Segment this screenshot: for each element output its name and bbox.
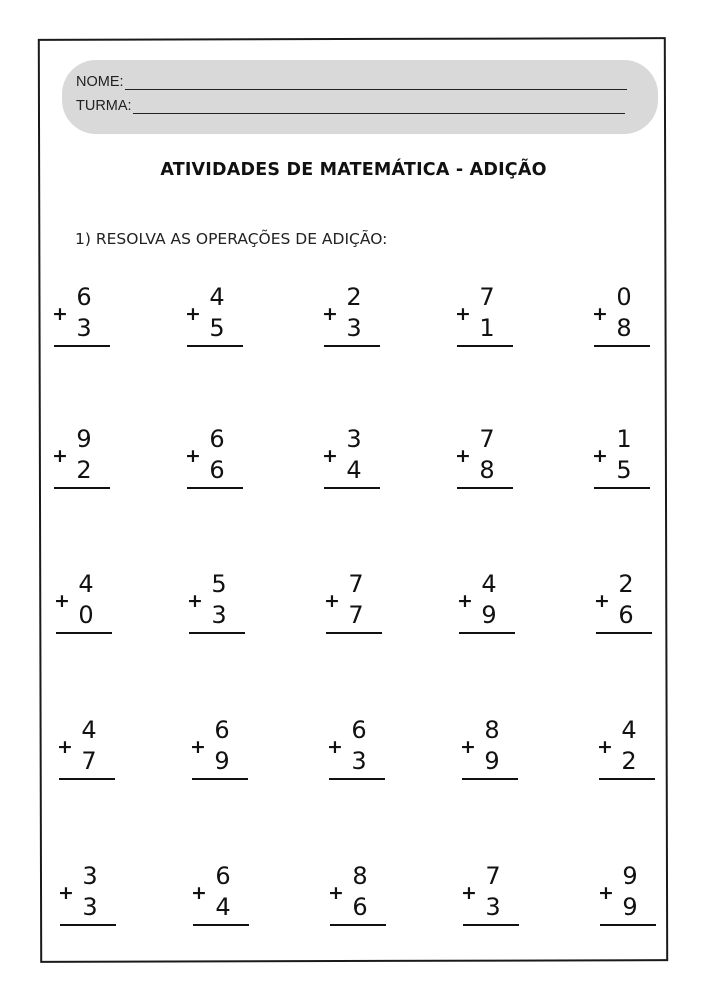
- addition-problem: [322, 285, 392, 360]
- addition-problem: [592, 285, 662, 360]
- plus-sign: +: [322, 445, 338, 467]
- addition-problem: [187, 572, 257, 647]
- student-info-box: [62, 60, 658, 134]
- page-title: ATIVIDADES DE MATEMÁTICA - ADIÇÃO: [160, 160, 547, 180]
- addition-problem: [324, 572, 394, 647]
- addend-top: 3: [346, 425, 362, 453]
- plus-sign: +: [57, 736, 73, 758]
- addend-bottom: 3: [351, 747, 367, 775]
- answer-line[interactable]: [329, 778, 385, 780]
- plus-sign: +: [54, 590, 70, 612]
- addend-top: 4: [621, 716, 637, 744]
- name-blank-line[interactable]: [125, 76, 627, 90]
- answer-line[interactable]: [594, 345, 650, 347]
- addend-top: 2: [618, 570, 634, 598]
- answer-line[interactable]: [187, 487, 243, 489]
- addend-bottom: 4: [346, 456, 362, 484]
- answer-line[interactable]: [192, 778, 248, 780]
- addition-problem: [592, 427, 662, 502]
- addition-problem: [52, 427, 122, 502]
- addition-problem: [597, 718, 667, 793]
- addend-top: 1: [616, 425, 632, 453]
- addition-problem: [54, 572, 124, 647]
- plus-sign: +: [185, 445, 201, 467]
- plus-sign: +: [52, 445, 68, 467]
- addition-problem: [598, 864, 668, 939]
- addition-problem: [58, 864, 128, 939]
- addend-bottom: 3: [485, 893, 501, 921]
- addition-problem: [191, 864, 261, 939]
- plus-sign: +: [190, 736, 206, 758]
- addend-bottom: 4: [215, 893, 231, 921]
- plus-sign: +: [187, 590, 203, 612]
- addend-bottom: 6: [209, 456, 225, 484]
- addition-problem: [455, 285, 525, 360]
- answer-line[interactable]: [54, 487, 110, 489]
- answer-line[interactable]: [187, 345, 243, 347]
- addend-bottom: 5: [616, 456, 632, 484]
- answer-line[interactable]: [596, 632, 652, 634]
- addition-problem: [328, 864, 398, 939]
- answer-line[interactable]: [324, 345, 380, 347]
- answer-line[interactable]: [59, 778, 115, 780]
- class-label: TURMA:: [76, 98, 132, 114]
- plus-sign: +: [455, 303, 471, 325]
- answer-line[interactable]: [599, 778, 655, 780]
- addition-problem: [57, 718, 127, 793]
- plus-sign: +: [455, 445, 471, 467]
- addition-problem: [190, 718, 260, 793]
- addend-bottom: 9: [214, 747, 230, 775]
- answer-line[interactable]: [463, 924, 519, 926]
- answer-line[interactable]: [594, 487, 650, 489]
- answer-line[interactable]: [600, 924, 656, 926]
- addend-bottom: 3: [211, 601, 227, 629]
- addend-bottom: 9: [484, 747, 500, 775]
- answer-line[interactable]: [459, 632, 515, 634]
- addition-problem: [185, 285, 255, 360]
- plus-sign: +: [592, 303, 608, 325]
- addend-bottom: 6: [352, 893, 368, 921]
- plus-sign: +: [191, 882, 207, 904]
- addend-top: 8: [352, 862, 368, 890]
- addend-top: 6: [76, 283, 92, 311]
- addend-top: 3: [82, 862, 98, 890]
- answer-line[interactable]: [54, 345, 110, 347]
- addend-top: 4: [481, 570, 497, 598]
- addend-top: 6: [215, 862, 231, 890]
- answer-line[interactable]: [193, 924, 249, 926]
- answer-line[interactable]: [60, 924, 116, 926]
- addend-top: 7: [479, 283, 495, 311]
- addend-top: 4: [81, 716, 97, 744]
- addend-top: 9: [622, 862, 638, 890]
- addition-problem: [457, 572, 527, 647]
- addend-top: 7: [479, 425, 495, 453]
- answer-line[interactable]: [326, 632, 382, 634]
- plus-sign: +: [52, 303, 68, 325]
- class-blank-line[interactable]: [133, 100, 625, 114]
- answer-line[interactable]: [457, 345, 513, 347]
- answer-line[interactable]: [324, 487, 380, 489]
- instruction-text: 1) RESOLVA AS OPERAÇÕES DE ADIÇÃO:: [75, 230, 388, 248]
- addend-bottom: 3: [346, 314, 362, 342]
- addend-bottom: 0: [78, 601, 94, 629]
- addend-bottom: 5: [209, 314, 225, 342]
- addend-top: 4: [78, 570, 94, 598]
- name-field[interactable]: [76, 74, 627, 90]
- addend-top: 0: [616, 283, 632, 311]
- addend-bottom: 2: [621, 747, 637, 775]
- addend-top: 7: [485, 862, 501, 890]
- addition-problem: [461, 864, 531, 939]
- addition-problem: [594, 572, 664, 647]
- addition-problem: [185, 427, 255, 502]
- addition-problem: [327, 718, 397, 793]
- addition-problem: [52, 285, 122, 360]
- plus-sign: +: [324, 590, 340, 612]
- answer-line[interactable]: [56, 632, 112, 634]
- addition-problem: [455, 427, 525, 502]
- plus-sign: +: [185, 303, 201, 325]
- addend-bottom: 3: [82, 893, 98, 921]
- answer-line[interactable]: [462, 778, 518, 780]
- plus-sign: +: [327, 736, 343, 758]
- addend-top: 5: [211, 570, 227, 598]
- plus-sign: +: [597, 736, 613, 758]
- addend-bottom: 9: [622, 893, 638, 921]
- plus-sign: +: [598, 882, 614, 904]
- plus-sign: +: [58, 882, 74, 904]
- addend-bottom: 7: [81, 747, 97, 775]
- answer-line[interactable]: [457, 487, 513, 489]
- plus-sign: +: [457, 590, 473, 612]
- addend-bottom: 6: [618, 601, 634, 629]
- addend-top: 6: [351, 716, 367, 744]
- addend-bottom: 3: [76, 314, 92, 342]
- addend-top: 6: [209, 425, 225, 453]
- addend-bottom: 9: [481, 601, 497, 629]
- addend-top: 4: [209, 283, 225, 311]
- addend-top: 2: [346, 283, 362, 311]
- addend-top: 9: [76, 425, 92, 453]
- class-field[interactable]: [76, 98, 625, 114]
- addend-bottom: 8: [616, 314, 632, 342]
- addend-bottom: 2: [76, 456, 92, 484]
- addend-top: 8: [484, 716, 500, 744]
- name-label: NOME:: [76, 74, 124, 90]
- plus-sign: +: [461, 882, 477, 904]
- answer-line[interactable]: [330, 924, 386, 926]
- plus-sign: +: [592, 445, 608, 467]
- addend-bottom: 7: [348, 601, 364, 629]
- answer-line[interactable]: [189, 632, 245, 634]
- addition-problem: [322, 427, 392, 502]
- plus-sign: +: [322, 303, 338, 325]
- addend-bottom: 1: [479, 314, 495, 342]
- plus-sign: +: [594, 590, 610, 612]
- plus-sign: +: [328, 882, 344, 904]
- plus-sign: +: [460, 736, 476, 758]
- addition-problem: [460, 718, 530, 793]
- addend-top: 7: [348, 570, 364, 598]
- addend-bottom: 8: [479, 456, 495, 484]
- addend-top: 6: [214, 716, 230, 744]
